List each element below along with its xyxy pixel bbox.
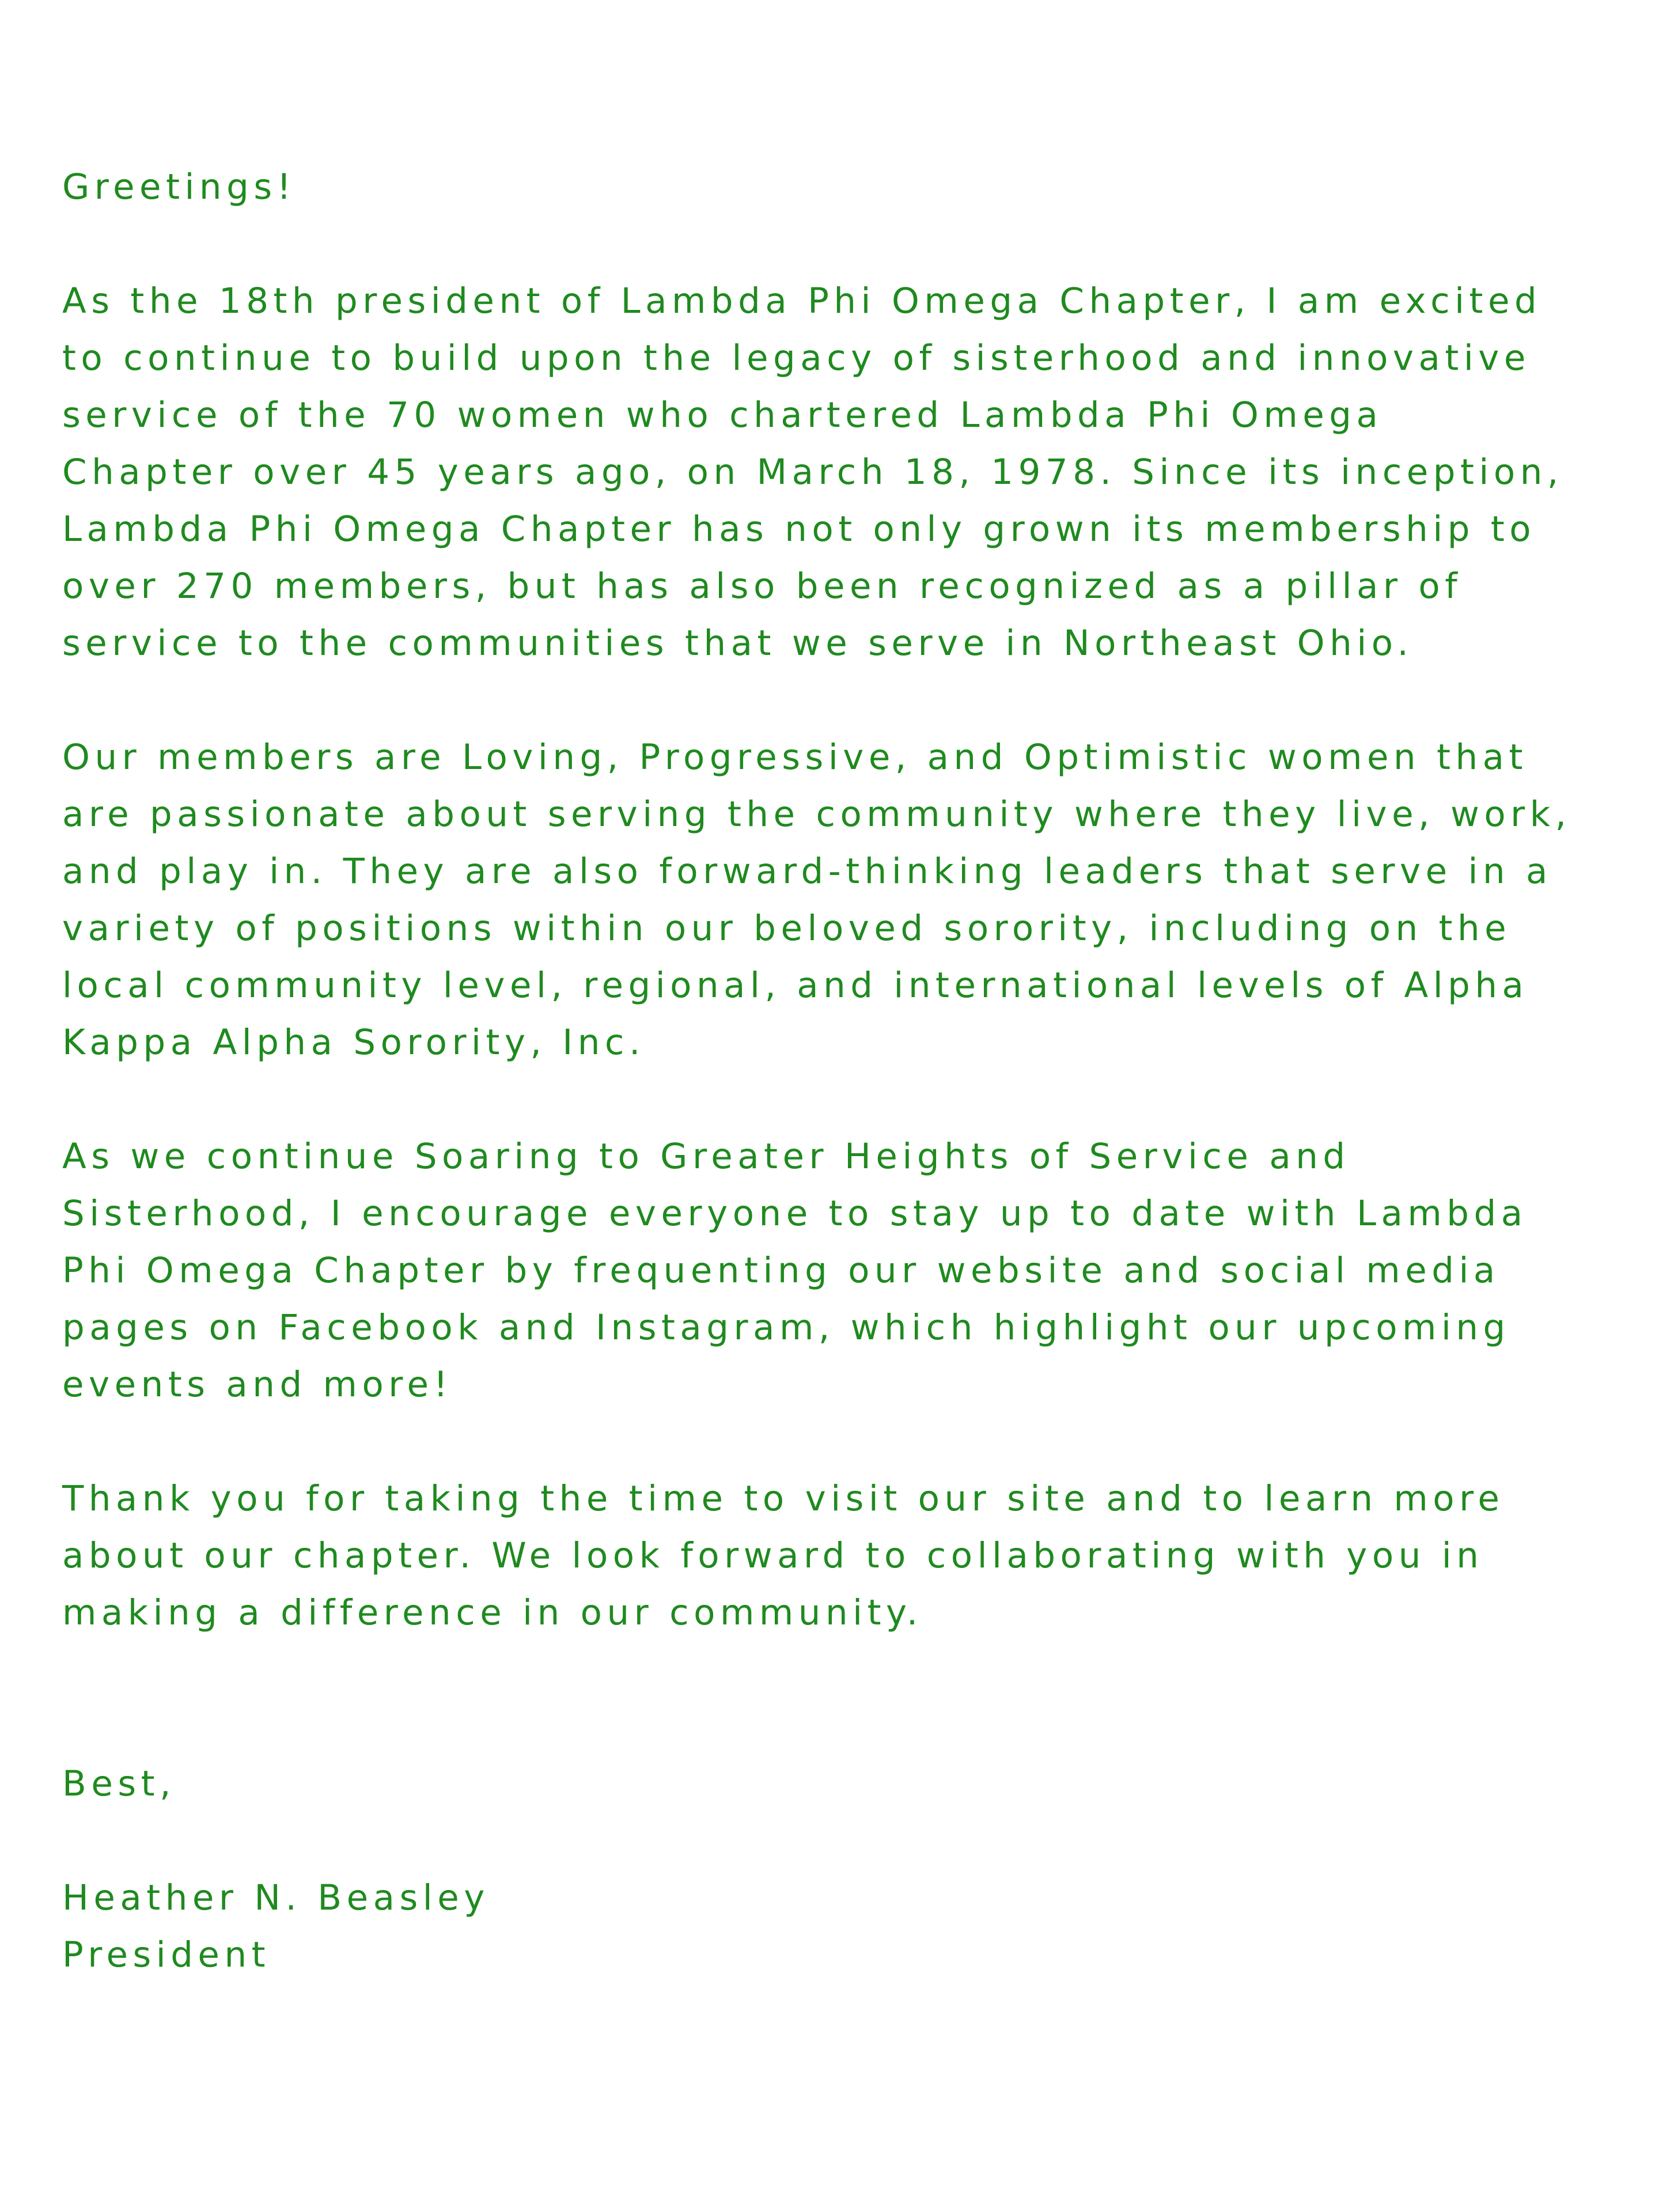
paragraph-3-line-4: pages on Facebook and Instagram, which highlight our upcoming <box>62 1307 1510 1348</box>
paragraph-3-line-5: events and more! <box>62 1364 453 1405</box>
signature-name: Heather N. Beasley <box>62 1877 490 1918</box>
closing: Best, <box>62 1763 176 1804</box>
paragraph-2-line-3: and play in. They are also forward-thinking leaders that serve in a <box>62 851 1552 892</box>
paragraph-2-line-5: local community level, regional, and international levels of Alpha <box>62 965 1529 1006</box>
paragraph-3-line-2: Sisterhood, I encourage everyone to stay up to date with Lambda <box>62 1193 1528 1234</box>
signature-title: President <box>62 1934 271 1975</box>
paragraph-2-line-2: are passionate about serving the community where they live, work, <box>62 794 1571 835</box>
paragraph-1-line-6: over 270 members, but has also been recognized as a pillar of <box>62 566 1463 607</box>
paragraph-1-line-3: service of the 70 women who chartered Lambda Phi Omega <box>62 395 1383 435</box>
paragraph-1-line-7: service to the communities that we serve in Northeast Ohio. <box>62 623 1414 664</box>
paragraph-1-line-4: Chapter over 45 years ago, on March 18, 1978. Since its inception, <box>62 452 1563 493</box>
paragraph-4-line-3: making a difference in our community. <box>62 1592 923 1633</box>
paragraph-3-line-3: Phi Omega Chapter by frequenting our website and social media <box>62 1250 1500 1291</box>
paragraph-4-line-2: about our chapter. We look forward to collaborating with you in <box>62 1535 1484 1576</box>
paragraph-3-line-1: As we continue Soaring to Greater Heights of Service and <box>62 1136 1350 1177</box>
letter-body <box>62 0 1612 1975</box>
paragraph-1-line-5: Lambda Phi Omega Chapter has not only grown its membership to <box>62 509 1536 550</box>
greeting: Greetings! <box>62 166 296 207</box>
paragraph-4-line-1: Thank you for taking the time to visit our site and to learn more <box>62 1478 1505 1519</box>
paragraph-1-line-2: to continue to build upon the legacy of sisterhood and innovative <box>62 338 1531 378</box>
paragraph-1-line-1: As the 18th president of Lambda Phi Omega Chapter, I am excited <box>62 281 1542 321</box>
paragraph-2-line-4: variety of positions within our beloved sorority, including on the <box>62 908 1512 949</box>
paragraph-2-line-1: Our members are Loving, Progressive, and Optimistic women that <box>62 737 1528 778</box>
paragraph-2-line-6: Kappa Alpha Sorority, Inc. <box>62 1022 645 1063</box>
